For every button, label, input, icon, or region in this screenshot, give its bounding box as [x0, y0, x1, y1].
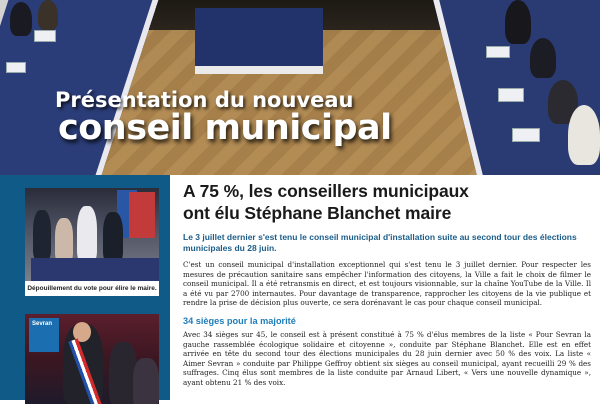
hero-title-line1: Présentation du nouveau: [55, 88, 354, 112]
headline-line1: A 75 %, les conseillers municipaux: [183, 181, 469, 201]
photo-person: [77, 206, 97, 262]
photo-person: [133, 358, 159, 404]
article-paragraph-1: C'est un conseil municipal d'installation exceptionnel qui s'est tenu le 3 juillet dernier. Pour respecter les mesures de précaution sanitaire sans empêcher l'information des citoyens, la Ville a fait le choix de filmer le conseil municipal. Il a été retransmis en direct, et est toujours visionnable, sur la chaîne YouTube de la Ville. Il a été vu par 2700 internautes. Pour davantage de transparence, rapprocher les citoyens de la vie publique et rendre la prise de décision plus ouverte, ce sera dorénavant le cas pour chaque conseil municipal.: [183, 260, 591, 308]
photo-person: [103, 212, 123, 262]
hero-laptop: [512, 128, 540, 142]
hero-person: [38, 0, 58, 30]
article: [183, 180, 591, 388]
mayor-photo: [25, 314, 159, 404]
photo-person: [33, 210, 51, 260]
hero-person: [568, 105, 600, 165]
photo-person: [55, 218, 73, 262]
photo-caption: Dépouillement du vote pour élire le maire.: [25, 281, 159, 296]
hero-laptop: [34, 30, 56, 42]
hero-laptop: [6, 62, 26, 73]
article-paragraph-2: Avec 34 sièges sur 45, le conseil est à présent constitué à 75 % d'élus membres de la liste « Pour Sevran la gauche rassemblée écologique solidaire et citoyenne », conduite par Stéphane Blanchet. Elle est en effet arrivée en tête du second tour des élections municipales du 28 juin dernier avec 50 % des voix. La liste « Aimer Sevran » conduite par Philippe Geffroy obtient six sièges au conseil municipal, ayant recueilli 29 % des suffrages. Cinq élus sont membres de la liste conduite par Arnaud Libert, « Vers une nouvelle dynamique », ayant obtenu 21 % des voix.: [183, 329, 591, 387]
hero-person: [505, 0, 531, 44]
hero-photo: [0, 0, 600, 175]
red-banner: [129, 192, 155, 238]
hero-laptop: [486, 46, 510, 58]
hero-title-line2: conseil municipal: [58, 108, 392, 148]
vote-count-photo: [25, 188, 159, 281]
hero-center-table: [195, 8, 323, 74]
article-subhead: 34 sièges pour la majorité: [183, 315, 296, 326]
article-chapeau: Le 3 juillet dernier s'est tenu le conseil municipal d'installation suite au second tour des élections municipales du 28 juin.: [183, 232, 577, 253]
projection-screen: [29, 318, 59, 352]
hero-person: [10, 2, 32, 36]
hero-person: [530, 38, 556, 78]
article-headline: [183, 180, 591, 224]
headline-line2: ont élu Stéphane Blanchet maire: [183, 203, 452, 223]
hero-laptop: [498, 88, 524, 102]
photo-table: [31, 258, 159, 281]
left-photo-column: [0, 175, 170, 400]
screen-text: Sevran: [32, 321, 53, 327]
